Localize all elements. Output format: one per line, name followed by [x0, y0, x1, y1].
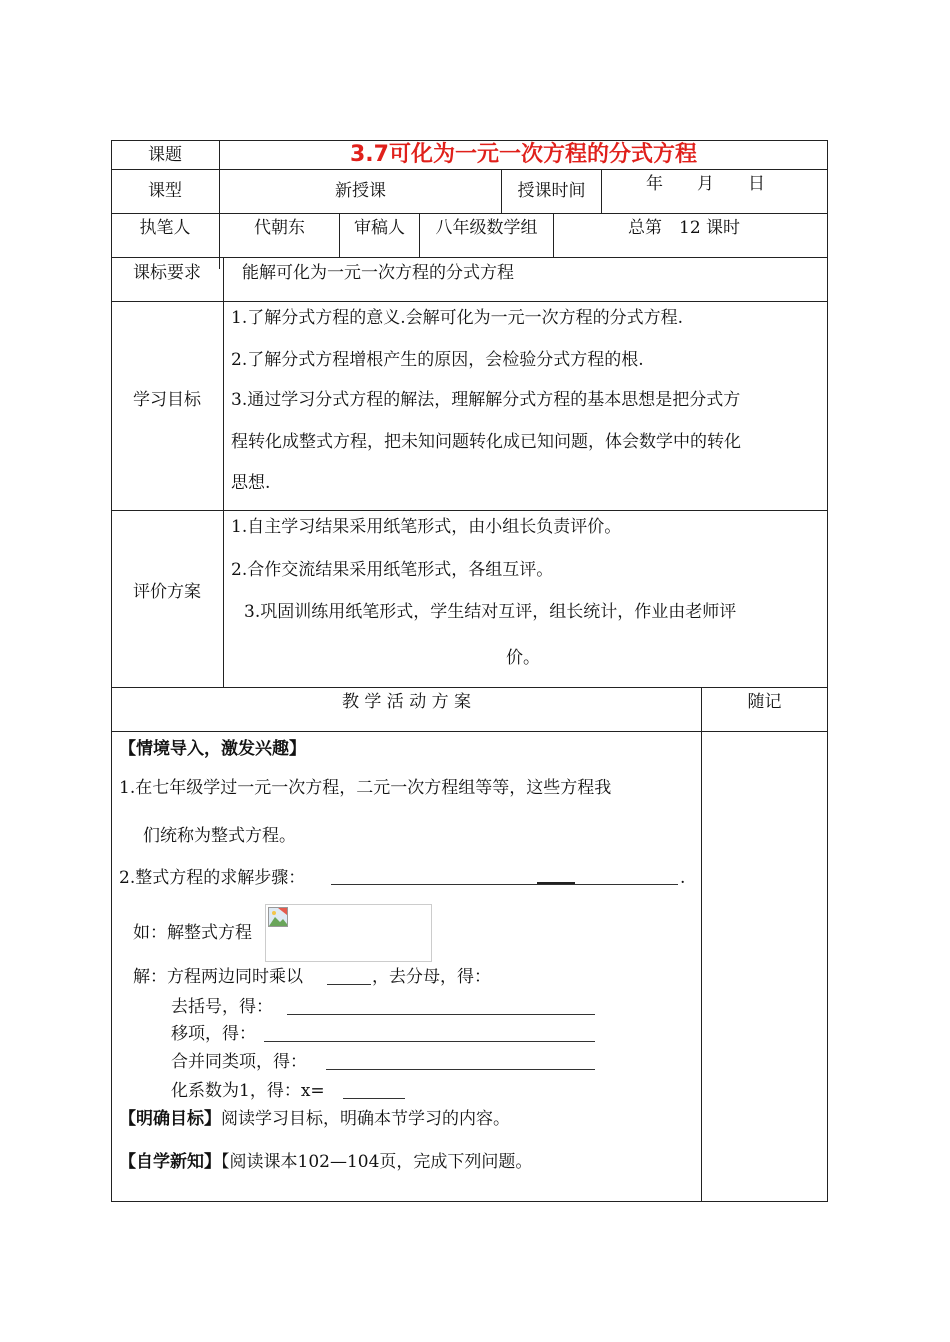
step-combine: 合并同类项，得：	[171, 1052, 307, 1072]
lesson-title: 3.7可化为一元一次方程的分式方程	[350, 142, 697, 167]
example-label: 如：解整式方程	[133, 923, 252, 943]
self-study-text: 【阅读课本102—104页，完成下列问题。	[221, 1152, 533, 1172]
step-transpose: 移项，得：	[171, 1024, 256, 1044]
self-study-section	[119, 1152, 532, 1172]
goal-line-3: 3.通过学习分式方程的解法，理解解分式方程的基本思想是把分式方	[231, 390, 741, 410]
goals-label: 学习目标	[133, 390, 201, 410]
step-expand-blank	[287, 1014, 595, 1015]
steps-answer-line	[331, 884, 678, 885]
goal-line-1: 1.了解分式方程的意义.会解可化为一元一次方程的分式方程.	[231, 308, 684, 328]
reviewer-label: 审稿人	[354, 218, 405, 238]
period-count: 总第 12 课时	[628, 218, 741, 238]
broken-image-icon	[268, 907, 288, 927]
intro-paragraph-1a: 1.在七年级学过一元一次方程，二元一次方程组等等，这些方程我	[119, 778, 612, 798]
standard-label: 课标要求	[133, 263, 201, 283]
solve-suffix: ，去分母，得：	[372, 967, 491, 987]
evaluation-line-1: 1.自主学习结果采用纸笔形式，由小组长负责评价。	[231, 517, 622, 537]
steps-period: .	[680, 868, 686, 888]
step-combine-blank	[326, 1069, 595, 1070]
intro-heading: 【情境导入，激发兴趣】	[119, 739, 306, 759]
goal-line-2: 2.了解分式方程增根产生的原因，会检验分式方程的根.	[231, 350, 644, 370]
steps-prompt: 2.整式方程的求解步骤：	[119, 868, 306, 888]
lesson-date: 年 月 日	[646, 174, 765, 194]
notes-header: 随记	[747, 692, 782, 712]
step-transpose-blank	[264, 1041, 595, 1042]
author-label: 执笔人	[139, 218, 191, 238]
goal-text: 阅读学习目标，明确本节学习的内容。	[221, 1109, 510, 1129]
intro-paragraph-1b: 们统称为整式方程。	[143, 826, 296, 846]
author-value: 代朝东	[254, 218, 305, 238]
goal-line-5: 思想.	[231, 473, 271, 493]
goal-heading: 【明确目标】	[119, 1109, 221, 1129]
step-coefficient-blank	[343, 1098, 405, 1099]
step-coefficient: 化系数为1，得：x=	[171, 1081, 325, 1101]
standard-text: 能解可化为一元一次方程的分式方程	[242, 263, 514, 283]
steps-answer-mark	[537, 882, 575, 884]
self-study-heading: 【自学新知】	[119, 1152, 221, 1172]
lesson-type-value: 新授课	[335, 181, 386, 201]
step-expand: 去括号，得：	[171, 997, 273, 1017]
equation-image-placeholder	[265, 904, 432, 962]
goal-section	[119, 1109, 510, 1129]
multiplier-blank	[327, 984, 371, 985]
evaluation-line-4: 价。	[506, 648, 540, 668]
evaluation-label: 评价方案	[133, 582, 201, 602]
solve-prefix: 解：方程两边同时乘以	[133, 967, 303, 987]
subject-label: 课题	[148, 145, 182, 165]
activity-header: 教 学 活 动 方 案	[341, 692, 472, 712]
goal-line-4: 程转化成整式方程，把未知问题转化成已知问题，体会数学中的转化	[231, 432, 741, 452]
lesson-type-label: 课型	[148, 181, 182, 201]
lesson-time-label: 授课时间	[517, 181, 586, 201]
reviewer-value: 八年级数学组	[435, 218, 538, 238]
evaluation-line-2: 2.合作交流结果采用纸笔形式，各组互评。	[231, 560, 554, 580]
evaluation-line-3: 3.巩固训练用纸笔形式，学生结对互评，组长统计，作业由老师评	[244, 602, 737, 622]
